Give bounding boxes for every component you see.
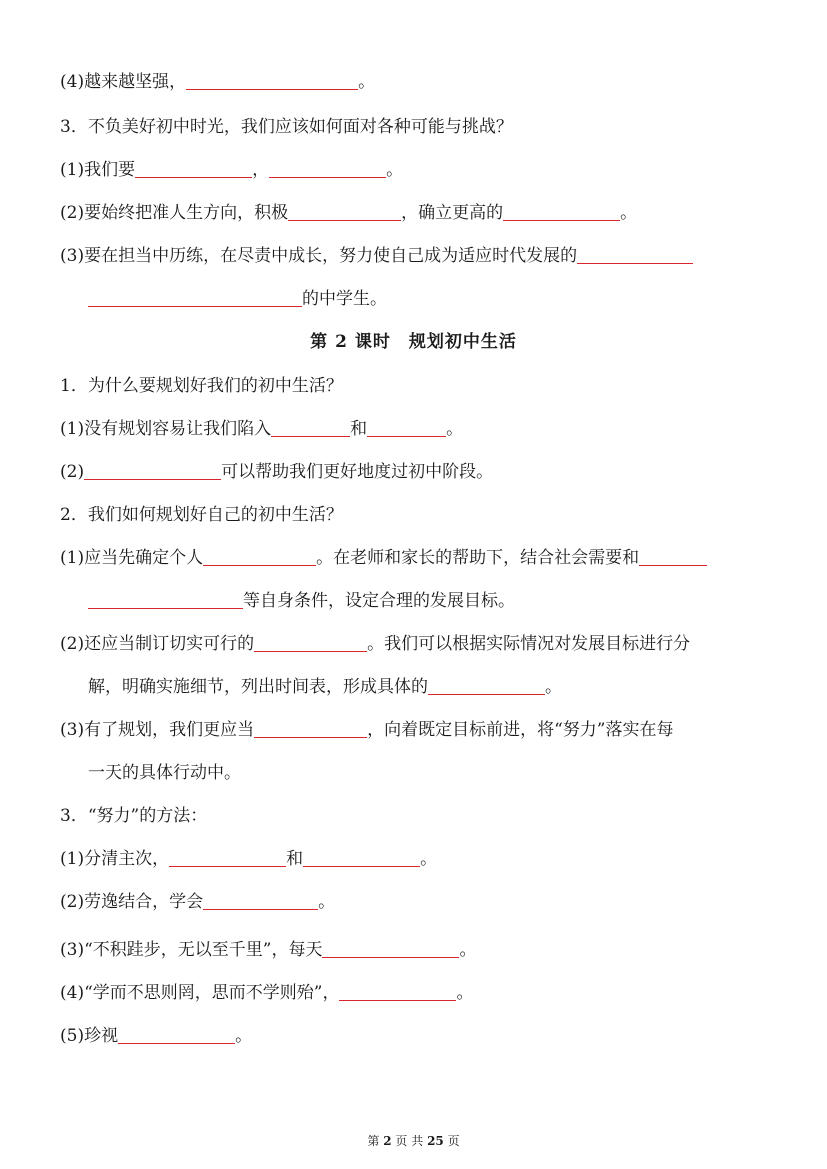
item-3-continued: 的中学生。 bbox=[88, 286, 769, 312]
answer-blank[interactable] bbox=[84, 459, 221, 480]
answer-blank[interactable] bbox=[135, 157, 252, 178]
item-1-we-should: (1)我们要 ， 。 bbox=[60, 157, 769, 183]
question-3: 3．不负美好初中时光，我们应该如何面对各种可能与挑战？ bbox=[60, 117, 513, 137]
answer-blank[interactable] bbox=[203, 545, 316, 566]
item-3-act: (3)有了规划，我们更应当 ，向着既定目标前进，将“努力”落实在每 bbox=[60, 717, 769, 743]
item-2-direction: (2)要始终把准人生方向，积极 ，确立更高的 。 bbox=[60, 200, 769, 226]
answer-blank[interactable] bbox=[118, 1023, 235, 1044]
item-1-no-plan: (1)没有规划容易让我们陷入 和 。 bbox=[60, 416, 769, 442]
question-2-how-plan: 2．我们如何规划好自己的初中生活？ bbox=[60, 505, 343, 525]
answer-blank[interactable] bbox=[428, 674, 545, 695]
answer-blank[interactable] bbox=[186, 69, 358, 90]
answer-blank[interactable] bbox=[577, 243, 693, 264]
method-4-learn-think: (4)“学而不思则罔，思而不学则殆”， 。 bbox=[60, 980, 769, 1006]
item-1-continued: 等自身条件，设定合理的发展目标。 bbox=[88, 588, 769, 614]
answer-blank[interactable] bbox=[288, 200, 401, 221]
total-pages: 25 bbox=[427, 1134, 444, 1148]
answer-blank[interactable] bbox=[639, 545, 707, 566]
answer-blank[interactable] bbox=[203, 889, 318, 910]
answer-blank[interactable] bbox=[271, 416, 350, 437]
current-page-number: 2 bbox=[383, 1134, 392, 1148]
item-2-continued: 解，明确实施细节，列出时间表，形成具体的 。 bbox=[88, 674, 769, 700]
question-1-why-plan: 1．为什么要规划好我们的初中生活？ bbox=[60, 376, 343, 396]
item-1-goals: (1)应当先确定个人 。在老师和家长的帮助下，结合社会需要和 bbox=[60, 545, 769, 571]
item-2-plan-helps: (2) 可以帮助我们更好地度过初中阶段。 bbox=[60, 459, 769, 485]
item-3-responsibility: (3)要在担当中历练，在尽责中成长，努力使自己成为适应时代发展的 bbox=[60, 243, 769, 269]
answer-blank[interactable] bbox=[88, 286, 302, 307]
answer-blank[interactable] bbox=[322, 937, 459, 958]
answer-blank[interactable] bbox=[367, 416, 446, 437]
answer-blank[interactable] bbox=[88, 588, 243, 609]
answer-blank[interactable] bbox=[254, 631, 367, 652]
answer-blank[interactable] bbox=[169, 846, 286, 867]
question-3-effort-methods: 3．“努力”的方法： bbox=[60, 806, 208, 826]
method-1-priorities: (1)分清主次， 和 。 bbox=[60, 846, 769, 872]
answer-blank[interactable] bbox=[254, 717, 367, 738]
item-3-continued: 一天的具体行动中。 bbox=[88, 763, 241, 783]
answer-blank[interactable] bbox=[503, 200, 620, 221]
method-3-daily-steps: (3)“不积跬步，无以至千里”，每天 。 bbox=[60, 937, 769, 963]
method-2-balance: (2)劳逸结合，学会 。 bbox=[60, 889, 769, 915]
method-5-cherish: (5)珍视 。 bbox=[60, 1023, 769, 1049]
item-4-strong: (4)越来越坚强， 。 bbox=[60, 69, 769, 95]
lesson-heading: 第 2 课时 规划初中生活 bbox=[310, 332, 517, 352]
answer-blank[interactable] bbox=[303, 846, 420, 867]
page-footer: 第 2 页 共 25 页 bbox=[367, 1134, 460, 1148]
answer-blank[interactable] bbox=[339, 980, 456, 1001]
item-2-feasible-plan: (2)还应当制订切实可行的 。我们可以根据实际情况对发展目标进行分 bbox=[60, 631, 769, 657]
answer-blank[interactable] bbox=[269, 157, 386, 178]
